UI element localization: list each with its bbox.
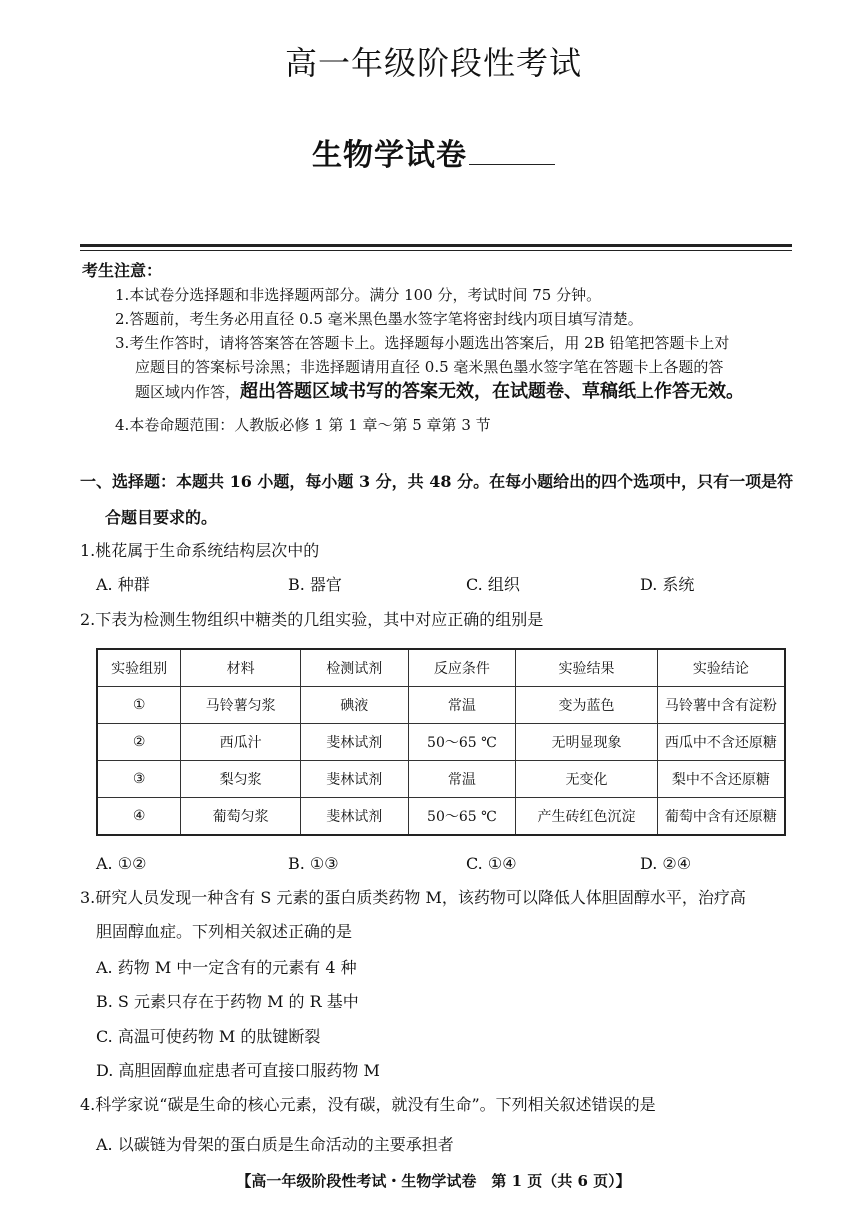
section-1-heading: 一、选择题：本题共 16 小题，每小题 3 分，共 48 分。在每小题给出的四个选项中，只有一项是符 <box>80 472 794 491</box>
question-2-option-d: D. ②④ <box>640 854 692 873</box>
question-4-stem: 4.科学家说“碳是生命的核心元素，没有碳，就没有生命”。下列相关叙述错误的是 <box>80 1095 656 1114</box>
experiment-table <box>96 648 786 836</box>
question-2-option-c: C. ①④ <box>466 854 517 873</box>
table-cell: 斐林试剂 <box>300 761 408 798</box>
question-3-option-d: D. 高胆固醇血症患者可直接口服药物 M <box>96 1061 380 1080</box>
notice-heading: 考生注意： <box>82 261 163 280</box>
notice-item-3-line-2: 应题目的答案标号涂黑；非选择题请用直径 0.5 毫米黑色墨水签字笔在答题卡上各题的答 <box>135 358 724 376</box>
table-cell: 梨匀浆 <box>181 761 301 798</box>
notice-item-4: 4.本卷命题范围：人教版必修 1 第 1 章～第 5 章第 3 节 <box>115 416 491 434</box>
notice-item-3-line-1: 3.考生作答时，请将答案答在答题卡上。选择题每小题选出答案后，用 2B 铅笔把答题卡上对 <box>115 334 730 352</box>
table-cell: ② <box>97 724 181 761</box>
question-3-option-b: B. S 元素只存在于药物 M 的 R 基中 <box>96 992 359 1011</box>
table-row <box>97 724 785 761</box>
table-header-cell: 实验组别 <box>97 649 181 687</box>
table-row <box>97 687 785 724</box>
notice-item-3-emphasis: 超出答题区域书写的答案无效，在试题卷、草稿纸上作答无效。 <box>240 381 745 402</box>
table-cell: 碘液 <box>300 687 408 724</box>
table-header-cell: 实验结果 <box>516 649 658 687</box>
table-cell: ④ <box>97 798 181 836</box>
notice-item-2: 2.答题前，考生务必用直径 0.5 毫米黑色墨水签字笔将密封线内项目填写清楚。 <box>115 310 643 328</box>
notice-item-3-line-3 <box>135 381 795 403</box>
question-1-option-b: B. 器官 <box>288 575 342 594</box>
question-1-option-a: A. 种群 <box>96 575 150 594</box>
table-cell: 产生砖红色沉淀 <box>516 798 658 836</box>
table-cell: 无明显现象 <box>516 724 658 761</box>
table-cell: 无变化 <box>516 761 658 798</box>
question-3-option-a: A. 药物 M 中一定含有的元素有 4 种 <box>96 958 357 977</box>
table-cell: 马铃薯中含有淀粉 <box>657 687 785 724</box>
notice-item-3-line-3-plain: 题区域内作答， <box>135 383 241 401</box>
question-1-option-d: D. 系统 <box>640 575 695 594</box>
table-header-cell: 材料 <box>181 649 301 687</box>
subject-title: 生物学试卷 <box>312 138 467 173</box>
question-1-stem: 1.桃花属于生命系统结构层次中的 <box>80 541 320 560</box>
table-cell: 马铃薯匀浆 <box>181 687 301 724</box>
table-cell: ③ <box>97 761 181 798</box>
table-cell: 常温 <box>408 761 516 798</box>
table-cell: 50～65 ℃ <box>408 798 516 836</box>
question-3-option-c: C. 高温可使药物 M 的肽键断裂 <box>96 1027 321 1046</box>
table-header-cell: 反应条件 <box>408 649 516 687</box>
table-header-cell: 实验结论 <box>657 649 785 687</box>
subject-underline <box>469 140 555 165</box>
table-cell: 斐林试剂 <box>300 798 408 836</box>
question-4-option-a: A. 以碳链为骨架的蛋白质是生命活动的主要承担者 <box>96 1135 454 1154</box>
question-3-stem-line-1: 3.研究人员发现一种含有 S 元素的蛋白质类药物 M，该药物可以降低人体胆固醇水平，治疗高 <box>80 888 746 907</box>
question-2-option-a: A. ①② <box>96 854 147 873</box>
exam-title: 高一年级阶段性考试 <box>284 44 582 82</box>
notice-item-1: 1.本试卷分选择题和非选择题两部分。满分 100 分，考试时间 75 分钟。 <box>115 286 602 304</box>
table-cell: 葡萄匀浆 <box>181 798 301 836</box>
table-cell: 常温 <box>408 687 516 724</box>
table-cell: 斐林试剂 <box>300 724 408 761</box>
table-row <box>97 798 785 836</box>
question-2-option-b: B. ①③ <box>288 854 339 873</box>
table-cell: 西瓜汁 <box>181 724 301 761</box>
table-header-cell: 检测试剂 <box>300 649 408 687</box>
question-3-stem-line-2: 胆固醇血症。下列相关叙述正确的是 <box>96 922 353 941</box>
table-cell: 变为蓝色 <box>516 687 658 724</box>
question-2-stem: 2.下表为检测生物组织中糖类的几组实验，其中对应正确的组别是 <box>80 610 544 629</box>
table-cell: 梨中不含还原糖 <box>657 761 785 798</box>
header-divider-thick <box>80 244 792 247</box>
table-header-row <box>97 649 785 687</box>
table-cell: 西瓜中不含还原糖 <box>657 724 785 761</box>
table-cell: 50～65 ℃ <box>408 724 516 761</box>
table-cell: ① <box>97 687 181 724</box>
header-divider-thin <box>80 250 792 251</box>
table-cell: 葡萄中含有还原糖 <box>657 798 785 836</box>
section-1-heading-cont: 合题目要求的。 <box>105 508 218 527</box>
question-1-option-c: C. 组织 <box>466 575 520 594</box>
table-row <box>97 761 785 798</box>
page-footer: 【高一年级阶段性考试・生物学试卷 第 1 页（共 6 页）】 <box>236 1172 631 1190</box>
subject-header <box>0 130 867 174</box>
